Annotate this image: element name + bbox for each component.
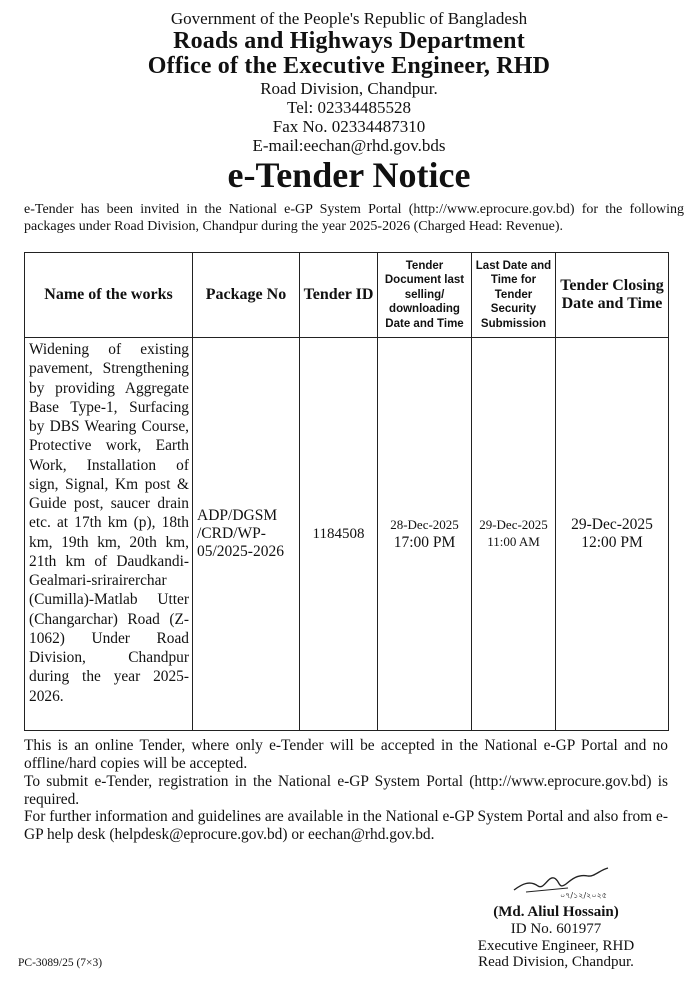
doc-selling-cell <box>378 338 472 731</box>
note-further-info: For further information and guidelines are available in the National e-GP System Portal and also from e-GP help desk (helpdesk@eprocure.gov.bd) or eechan@rhd.gov.bd. <box>24 808 668 844</box>
table-header-row <box>25 253 669 338</box>
telephone: Tel: 02334485528 <box>287 98 411 118</box>
note-registration: To submit e-Tender, registration in the National e-GP System Portal (http://www.eprocure.gov.bd) is required. <box>24 772 668 808</box>
work-description: Widening of existing pavement, Strengthening by providing Aggregate Base Type-1, Surfacing by DBS Wearing Course, Protective work, Earth Work, Installation of sign, Signal, Km post & Guide post, saucer drain etc. at 17th km (p), 18th km, 19th km, 20th km, 21th km of Daudkandi-Gealmari-srirairerchar (Cumilla)-Matlab Utter (Changarchar) Road (Z-1062) Under Road Division, Chandpur during the year 2025-2026. <box>25 338 193 731</box>
email-address: E-mail:eechan@rhd.gov.bds <box>252 136 446 156</box>
header-doc-selling: Tender Document last selling/ downloading Date and Time <box>378 253 472 338</box>
header-tender-id: Tender ID <box>300 253 378 338</box>
header-security: Last Date and Time for Tender Security Submission <box>472 253 556 338</box>
package-number: ADP/DGSM /CRD/WP-05/2025-2026 <box>193 338 300 731</box>
letterhead <box>0 10 698 155</box>
tender-id-value: 1184508 <box>300 338 378 731</box>
notes-section <box>24 737 668 844</box>
table-row <box>25 338 669 731</box>
header-closing: Tender Closing Date and Time <box>556 253 669 338</box>
signature-date: ০৭/১২/২০২৫ <box>560 891 607 900</box>
signer-id: ID No. 601977 <box>510 920 602 937</box>
fax-number: Fax No. 02334487310 <box>272 117 426 137</box>
print-code: PC-3089/25 (7×3) <box>18 957 103 969</box>
signer-name: (Md. Aliul Hossain) <box>493 904 619 920</box>
closing-date: 29-Dec-2025 <box>571 516 653 534</box>
tender-table <box>24 252 669 731</box>
header-package: Package No <box>193 253 300 338</box>
doc-time: 17:00 PM <box>393 533 456 551</box>
signer-office: Read Division, Chandpur. <box>478 954 634 971</box>
security-time: 11:00 AM <box>487 534 540 549</box>
department-name: Roads and Highways Department <box>173 27 525 54</box>
security-cell <box>472 338 556 731</box>
header-works: Name of the works <box>25 253 193 338</box>
doc-date: 28-Dec-2025 <box>390 516 459 532</box>
division-name: Road Division, Chandpur. <box>260 79 438 99</box>
closing-time: 12:00 PM <box>581 534 643 551</box>
note-online-tender: This is an online Tender, where only e-Tender will be accepted in the National e-GP Portal and no offline/hard copies will be accepted. <box>24 737 668 772</box>
office-name: Office of the Executive Engineer, RHD <box>147 52 551 79</box>
signature-block <box>446 862 666 971</box>
notice-title: e-Tender Notice <box>227 155 471 196</box>
signer-designation: Executive Engineer, RHD <box>477 937 635 954</box>
closing-cell <box>556 338 669 731</box>
security-date: 29-Dec-2025 <box>479 517 548 533</box>
intro-paragraph: e-Tender has been invited in the National e-GP System Portal (http://www.eprocure.gov.bd) for the following packages under Road Division, Chandpur during the year 2025-2026 (Charged Head: Revenue). <box>24 201 684 235</box>
government-name: Government of the People's Republic of Bangladesh <box>170 9 528 28</box>
